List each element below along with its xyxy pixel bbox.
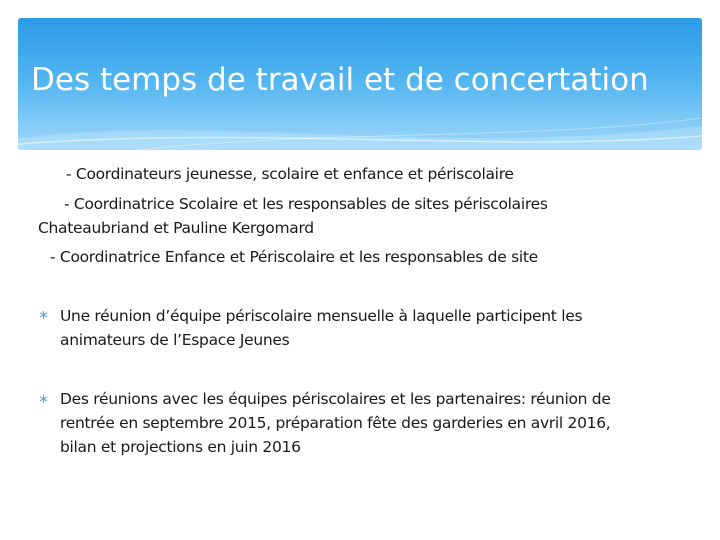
body-line-4: - Coordinatrice Enfance et Périscolaire et les responsables de site: [50, 248, 538, 266]
bullet-item-1: [60, 304, 582, 352]
slide-title: Des temps de travail et de concertation: [31, 62, 649, 98]
bullet-item-2-line-2: rentrée en septembre 2015, préparation fête des garderies en avril 2016,: [60, 414, 611, 432]
body-line-3: Chateaubriand et Pauline Kergomard: [38, 219, 314, 237]
bullet-item-2: [60, 387, 611, 459]
bullet-item-1-line-2: animateurs de l’Espace Jeunes: [60, 331, 290, 349]
body-line-1: - Coordinateurs jeunesse, scolaire et enfance et périscolaire: [66, 165, 514, 183]
bullet-item-1-line-1: Une réunion d’équipe périscolaire mensuelle à laquelle participent les: [60, 307, 583, 325]
bullet-asterisk-icon: ∗: [38, 308, 49, 323]
bullet-asterisk-icon: ∗: [38, 392, 49, 407]
bullet-item-2-line-1: Des réunions avec les équipes périscolaires et les partenaires: réunion de: [60, 390, 611, 408]
body-line-2: - Coordinatrice Scolaire et les responsables de sites périscolaires: [64, 195, 548, 213]
bullet-item-2-line-3: bilan et projections en juin 2016: [60, 438, 301, 456]
